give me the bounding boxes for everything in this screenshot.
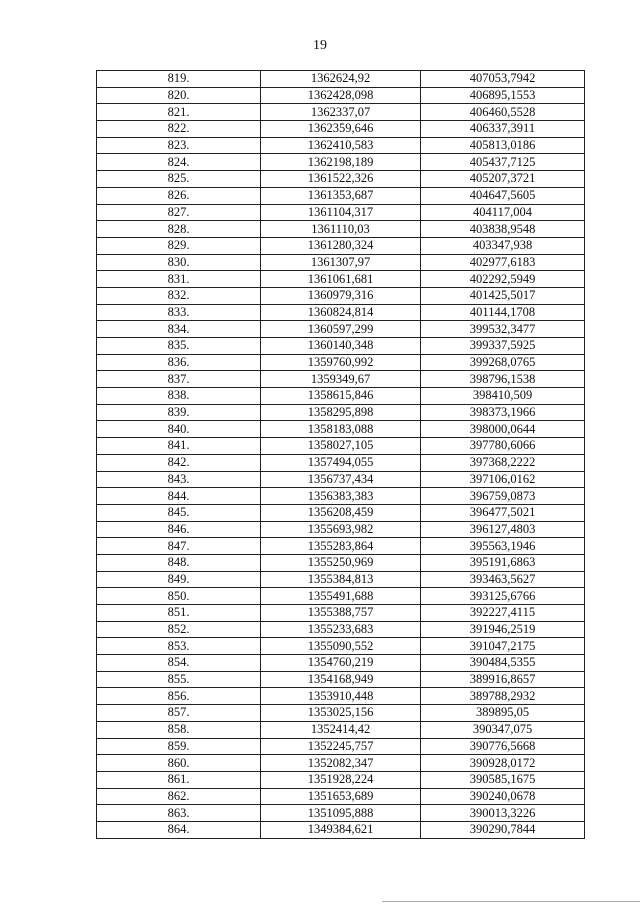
x-coordinate-cell: 1361522,326 [261, 171, 421, 188]
page-number: 19 [313, 38, 327, 53]
x-coordinate-cell: 1355233,683 [261, 621, 421, 638]
table-row [97, 504, 585, 521]
point-number-cell: 858. [97, 721, 261, 738]
x-coordinate-cell: 1358183,088 [261, 421, 421, 438]
y-coordinate-cell: 392227,4115 [421, 605, 585, 622]
table-row [97, 705, 585, 722]
x-coordinate-cell: 1354168,949 [261, 671, 421, 688]
table-row [97, 621, 585, 638]
y-coordinate-cell: 395563,1946 [421, 538, 585, 555]
table-row [97, 488, 585, 505]
point-number-cell: 850. [97, 588, 261, 605]
y-coordinate-cell: 389916,8657 [421, 671, 585, 688]
x-coordinate-cell: 1362198,189 [261, 154, 421, 171]
point-number-cell: 843. [97, 471, 261, 488]
x-coordinate-cell: 1361280,324 [261, 237, 421, 254]
x-coordinate-cell: 1361307,97 [261, 254, 421, 271]
table-row [97, 454, 585, 471]
table-row [97, 821, 585, 838]
x-coordinate-cell: 1356383,383 [261, 488, 421, 505]
y-coordinate-cell: 405207,3721 [421, 171, 585, 188]
table-row [97, 304, 585, 321]
x-coordinate-cell: 1360824,814 [261, 304, 421, 321]
table-row [97, 338, 585, 355]
y-coordinate-cell: 390013,3226 [421, 805, 585, 822]
x-coordinate-cell: 1349384,621 [261, 821, 421, 838]
x-coordinate-cell: 1362428,098 [261, 87, 421, 104]
table-row [97, 471, 585, 488]
point-number-cell: 832. [97, 287, 261, 304]
point-number-cell: 857. [97, 705, 261, 722]
x-coordinate-cell: 1351095,888 [261, 805, 421, 822]
y-coordinate-cell: 406337,3911 [421, 121, 585, 138]
y-coordinate-cell: 406895,1553 [421, 87, 585, 104]
point-number-cell: 844. [97, 488, 261, 505]
footer-divider [382, 901, 640, 902]
point-number-cell: 846. [97, 521, 261, 538]
y-coordinate-cell: 402292,5949 [421, 271, 585, 288]
y-coordinate-cell: 390484,5355 [421, 655, 585, 672]
table-row [97, 171, 585, 188]
table-row [97, 605, 585, 622]
y-coordinate-cell: 402977,6183 [421, 254, 585, 271]
y-coordinate-cell: 389788,2932 [421, 688, 585, 705]
point-number-cell: 833. [97, 304, 261, 321]
y-coordinate-cell: 398000,0644 [421, 421, 585, 438]
table-row [97, 187, 585, 204]
point-number-cell: 836. [97, 354, 261, 371]
y-coordinate-cell: 406460,5528 [421, 104, 585, 121]
point-number-cell: 819. [97, 71, 261, 88]
point-number-cell: 864. [97, 821, 261, 838]
table-row [97, 421, 585, 438]
x-coordinate-cell: 1353910,448 [261, 688, 421, 705]
x-coordinate-cell: 1355283,864 [261, 538, 421, 555]
y-coordinate-cell: 401144,1708 [421, 304, 585, 321]
point-number-cell: 838. [97, 388, 261, 405]
point-number-cell: 860. [97, 755, 261, 772]
point-number-cell: 859. [97, 738, 261, 755]
table-row [97, 104, 585, 121]
point-number-cell: 823. [97, 137, 261, 154]
table-row [97, 404, 585, 421]
point-number-cell: 852. [97, 621, 261, 638]
y-coordinate-cell: 393125,6766 [421, 588, 585, 605]
point-number-cell: 826. [97, 187, 261, 204]
coordinates-table [96, 70, 585, 839]
y-coordinate-cell: 390290,7844 [421, 821, 585, 838]
x-coordinate-cell: 1351653,689 [261, 788, 421, 805]
table-row [97, 671, 585, 688]
point-number-cell: 861. [97, 771, 261, 788]
point-number-cell: 840. [97, 421, 261, 438]
x-coordinate-cell: 1355693,982 [261, 521, 421, 538]
y-coordinate-cell: 390240,0678 [421, 788, 585, 805]
y-coordinate-cell: 399268,0765 [421, 354, 585, 371]
x-coordinate-cell: 1362359,646 [261, 121, 421, 138]
x-coordinate-cell: 1359349,67 [261, 371, 421, 388]
x-coordinate-cell: 1361061,681 [261, 271, 421, 288]
table-row [97, 788, 585, 805]
y-coordinate-cell: 404117,004 [421, 204, 585, 221]
y-coordinate-cell: 401425,5017 [421, 287, 585, 304]
table-row [97, 321, 585, 338]
table-row [97, 571, 585, 588]
table-row [97, 87, 585, 104]
y-coordinate-cell: 397780,6066 [421, 438, 585, 455]
table-row [97, 388, 585, 405]
x-coordinate-cell: 1352245,757 [261, 738, 421, 755]
table-row [97, 771, 585, 788]
point-number-cell: 851. [97, 605, 261, 622]
point-number-cell: 828. [97, 221, 261, 238]
point-number-cell: 824. [97, 154, 261, 171]
y-coordinate-cell: 407053,7942 [421, 71, 585, 88]
x-coordinate-cell: 1362624,92 [261, 71, 421, 88]
table-row [97, 287, 585, 304]
y-coordinate-cell: 395191,6863 [421, 554, 585, 571]
table-row [97, 354, 585, 371]
point-number-cell: 835. [97, 338, 261, 355]
y-coordinate-cell: 390776,5668 [421, 738, 585, 755]
y-coordinate-cell: 391946,2519 [421, 621, 585, 638]
table-row [97, 805, 585, 822]
point-number-cell: 854. [97, 655, 261, 672]
point-number-cell: 829. [97, 237, 261, 254]
x-coordinate-cell: 1355384,813 [261, 571, 421, 588]
table-row [97, 237, 585, 254]
y-coordinate-cell: 399337,5925 [421, 338, 585, 355]
table-row [97, 638, 585, 655]
point-number-cell: 847. [97, 538, 261, 555]
table-row [97, 554, 585, 571]
y-coordinate-cell: 391047,2175 [421, 638, 585, 655]
point-number-cell: 855. [97, 671, 261, 688]
y-coordinate-cell: 399532,3477 [421, 321, 585, 338]
point-number-cell: 837. [97, 371, 261, 388]
point-number-cell: 822. [97, 121, 261, 138]
y-coordinate-cell: 405437,7125 [421, 154, 585, 171]
point-number-cell: 830. [97, 254, 261, 271]
table-row [97, 221, 585, 238]
y-coordinate-cell: 398410,509 [421, 388, 585, 405]
x-coordinate-cell: 1356208,459 [261, 504, 421, 521]
x-coordinate-cell: 1354760,219 [261, 655, 421, 672]
x-coordinate-cell: 1360597,299 [261, 321, 421, 338]
table-row [97, 438, 585, 455]
point-number-cell: 849. [97, 571, 261, 588]
point-number-cell: 820. [97, 87, 261, 104]
x-coordinate-cell: 1351928,224 [261, 771, 421, 788]
y-coordinate-cell: 397106,0162 [421, 471, 585, 488]
table-row [97, 688, 585, 705]
table-row [97, 137, 585, 154]
table-row [97, 71, 585, 88]
x-coordinate-cell: 1355491,688 [261, 588, 421, 605]
point-number-cell: 821. [97, 104, 261, 121]
point-number-cell: 848. [97, 554, 261, 571]
x-coordinate-cell: 1362410,583 [261, 137, 421, 154]
table-row [97, 721, 585, 738]
y-coordinate-cell: 396477,5021 [421, 504, 585, 521]
y-coordinate-cell: 403838,9548 [421, 221, 585, 238]
x-coordinate-cell: 1358615,846 [261, 388, 421, 405]
x-coordinate-cell: 1352082,347 [261, 755, 421, 772]
point-number-cell: 853. [97, 638, 261, 655]
table-row [97, 655, 585, 672]
table-row [97, 521, 585, 538]
y-coordinate-cell: 390928,0172 [421, 755, 585, 772]
x-coordinate-cell: 1356737,434 [261, 471, 421, 488]
x-coordinate-cell: 1358295,898 [261, 404, 421, 421]
table-row [97, 121, 585, 138]
y-coordinate-cell: 390585,1675 [421, 771, 585, 788]
x-coordinate-cell: 1361110,03 [261, 221, 421, 238]
y-coordinate-cell: 393463,5627 [421, 571, 585, 588]
y-coordinate-cell: 398373,1966 [421, 404, 585, 421]
point-number-cell: 863. [97, 805, 261, 822]
y-coordinate-cell: 405813,0186 [421, 137, 585, 154]
y-coordinate-cell: 403347,938 [421, 237, 585, 254]
x-coordinate-cell: 1355388,757 [261, 605, 421, 622]
y-coordinate-cell: 396759,0873 [421, 488, 585, 505]
x-coordinate-cell: 1361104,317 [261, 204, 421, 221]
x-coordinate-cell: 1359760,992 [261, 354, 421, 371]
point-number-cell: 827. [97, 204, 261, 221]
x-coordinate-cell: 1357494,055 [261, 454, 421, 471]
table-row [97, 538, 585, 555]
y-coordinate-cell: 396127,4803 [421, 521, 585, 538]
x-coordinate-cell: 1355250,969 [261, 554, 421, 571]
x-coordinate-cell: 1361353,687 [261, 187, 421, 204]
x-coordinate-cell: 1353025,156 [261, 705, 421, 722]
x-coordinate-cell: 1360979,316 [261, 287, 421, 304]
point-number-cell: 834. [97, 321, 261, 338]
y-coordinate-cell: 390347,075 [421, 721, 585, 738]
table-row [97, 204, 585, 221]
point-number-cell: 825. [97, 171, 261, 188]
table-row [97, 738, 585, 755]
table-row [97, 271, 585, 288]
point-number-cell: 842. [97, 454, 261, 471]
point-number-cell: 845. [97, 504, 261, 521]
y-coordinate-cell: 404647,5605 [421, 187, 585, 204]
x-coordinate-cell: 1355090,552 [261, 638, 421, 655]
x-coordinate-cell: 1360140,348 [261, 338, 421, 355]
table-row [97, 588, 585, 605]
x-coordinate-cell: 1352414,42 [261, 721, 421, 738]
coordinates-table-body [97, 71, 585, 839]
x-coordinate-cell: 1362337,07 [261, 104, 421, 121]
y-coordinate-cell: 398796,1538 [421, 371, 585, 388]
table-row [97, 371, 585, 388]
y-coordinate-cell: 397368,2222 [421, 454, 585, 471]
point-number-cell: 856. [97, 688, 261, 705]
table-row [97, 254, 585, 271]
point-number-cell: 862. [97, 788, 261, 805]
point-number-cell: 841. [97, 438, 261, 455]
table-row [97, 154, 585, 171]
point-number-cell: 831. [97, 271, 261, 288]
x-coordinate-cell: 1358027,105 [261, 438, 421, 455]
table-row [97, 755, 585, 772]
point-number-cell: 839. [97, 404, 261, 421]
y-coordinate-cell: 389895,05 [421, 705, 585, 722]
